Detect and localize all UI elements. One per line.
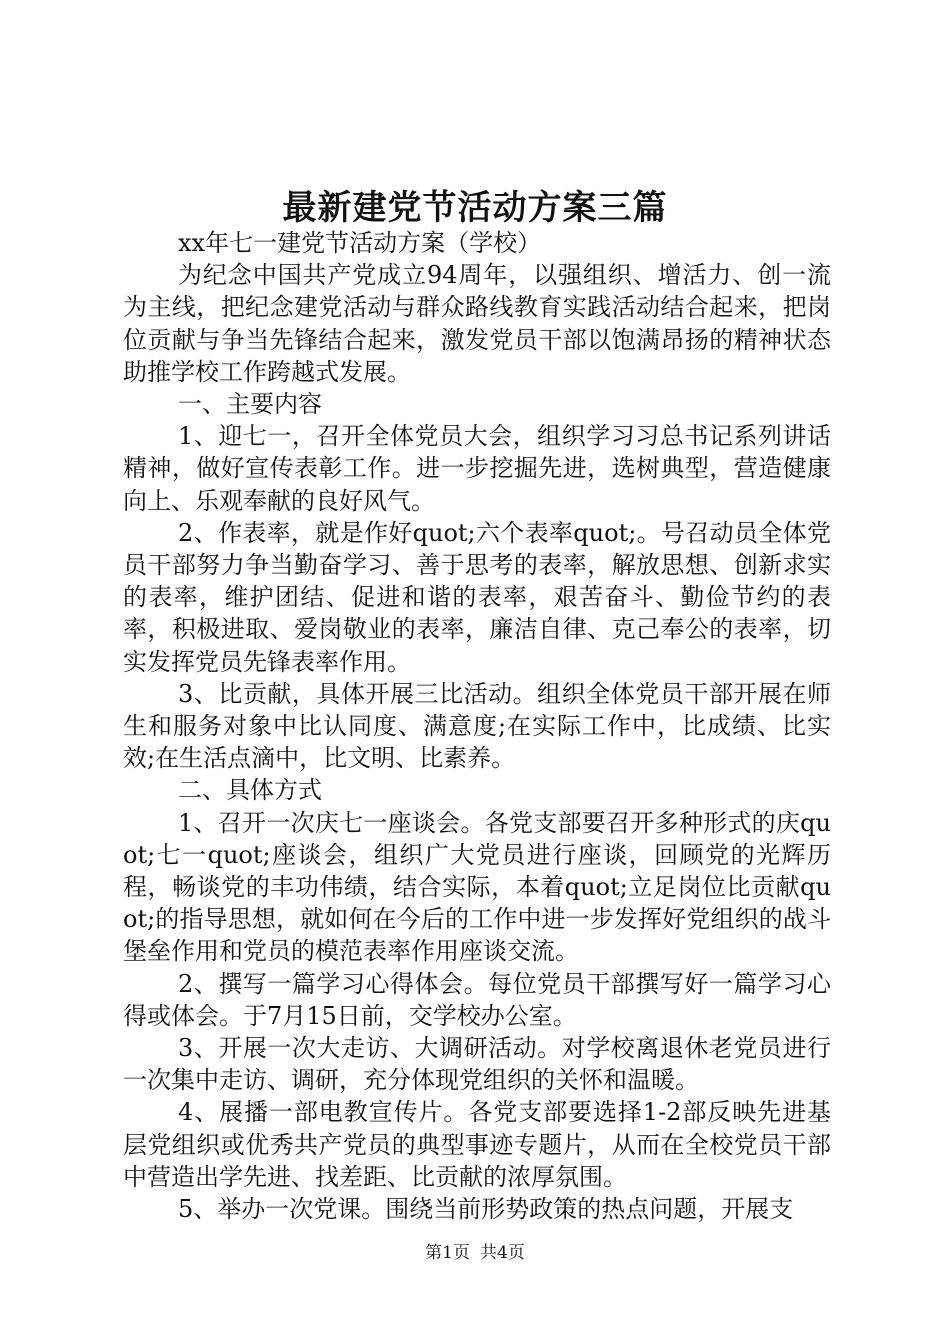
paragraph-item-2: 2、作表率，就是作好quot;六个表率quot;。号召动员全体党员干部努力争当勤奋学习、善于思考的表率，解放思想、创新求实的表率，维护团结、促进和谐的表率，艰苦奋斗、勤俭节约的表率，积极进取、爱岗敬业的表率，廉洁自律、克己奉公的表率，切实发挥党员先锋表率作用。 bbox=[123, 518, 831, 676]
paragraph-method-3: 3、开展一次大走访、大调研活动。对学校离退休老党员进行一次集中走访、调研，充分体现党组织的关怀和温暖。 bbox=[123, 1034, 831, 1095]
page-total: 共4页 bbox=[480, 1243, 525, 1263]
paragraph-method-5: 5、举办一次党课。围绕当前形势政策的热点问题，开展支 bbox=[178, 1195, 794, 1224]
page-number: 第1页 bbox=[425, 1243, 470, 1263]
paragraph-item-1: 1、迎七一，召开全体党员大会，组织学习习总书记系列讲话精神，做好宣传表彰工作。进一步挖掘先进，选树典型，营造健康向上、乐观奉献的良好风气。 bbox=[123, 422, 831, 515]
document-body bbox=[123, 227, 831, 1225]
section-heading-methods: 二、具体方式 bbox=[178, 776, 322, 805]
paragraph-method-4: 4、展播一部电教宣传片。各党支部要选择1-2部反映先进基层党组织或优秀共产党员的典型事迹专题片，从而在全校党员干部中营造出学先进、找差距、比贡献的浓厚氛围。 bbox=[123, 1098, 831, 1191]
page-footer bbox=[0, 1241, 950, 1265]
paragraph-item-3: 3、比贡献，具体开展三比活动。组织全体党员干部开展在师生和服务对象中比认同度、满意度;在实际工作中，比成绩、比实效;在生活点滴中，比文明、比素养。 bbox=[123, 679, 831, 773]
paragraph-method-1: 1、召开一次庆七一座谈会。各党支部要召开多种形式的庆quot;七一quot;座谈会，组织广大党员进行座谈，回顾党的光辉历程，畅谈党的丰功伟绩，结合实际，本着quot;立足岗位比贡献quot;的指导思想，就如何在今后的工作中进一步发挥好党组织的战斗堡垒作用和党员的模范表率作用座谈交流。 bbox=[123, 808, 831, 966]
paragraph-heading-line: xx年七一建党节活动方案（学校） bbox=[178, 229, 542, 257]
paragraph-method-2: 2、撰写一篇学习心得体会。每位党员干部撰写好一篇学习心得或体会。于7月15日前，交学校办公室。 bbox=[123, 969, 831, 1030]
section-heading-main-content: 一、主要内容 bbox=[178, 390, 322, 419]
paragraph-intro: 为纪念中国共产党成立94周年，以强组织、增活力、创一流为主线，把纪念建党活动与群众路线教育实践活动结合起来，把岗位贡献与争当先锋结合起来，激发党员干部以饱满昂扬的精神状态助推学校工作跨越式发展。 bbox=[123, 261, 831, 386]
document-title: 最新建党节活动方案三篇 bbox=[282, 188, 668, 228]
